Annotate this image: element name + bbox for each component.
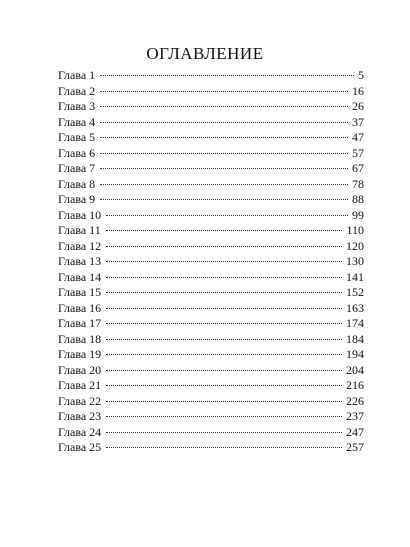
toc-entry-label: Глава 17 <box>58 316 102 330</box>
toc-entry[interactable] <box>58 177 364 193</box>
toc-dot-leader <box>100 122 348 123</box>
toc-entry-page: 216 <box>346 378 364 392</box>
toc-dot-leader <box>106 230 343 231</box>
toc-entry-page: 67 <box>352 161 364 175</box>
toc-dot-leader <box>106 447 342 448</box>
toc-entry-label: Глава 21 <box>58 378 102 392</box>
toc-entry-label: Глава 10 <box>58 207 102 222</box>
toc-entry-label: Глава 20 <box>58 362 102 377</box>
toc-entry-label: Глава 25 <box>58 440 102 454</box>
toc-entry[interactable] <box>58 254 364 270</box>
toc-list <box>58 68 364 456</box>
toc-entry-label: Глава 18 <box>58 331 102 346</box>
toc-entry[interactable] <box>58 239 364 255</box>
toc-entry-page: 5 <box>358 68 364 82</box>
toc-dot-leader <box>106 370 342 371</box>
toc-dot-leader <box>106 277 342 278</box>
toc-entry-page: 26 <box>352 99 364 113</box>
toc-dot-leader <box>106 401 342 402</box>
toc-dot-leader <box>106 308 342 309</box>
toc-entry[interactable] <box>58 223 364 239</box>
toc-entry-label: Глава 11 <box>58 223 101 237</box>
toc-entry-page: 194 <box>346 347 364 361</box>
toc-dot-leader <box>100 199 348 200</box>
toc-entry[interactable] <box>58 270 364 286</box>
toc-entry-label: Глава 8 <box>58 176 96 191</box>
toc-dot-leader <box>100 75 354 76</box>
toc-entry[interactable] <box>58 347 364 363</box>
toc-entry-page: 174 <box>346 316 364 330</box>
toc-entry-page: 237 <box>346 409 364 423</box>
toc-entry-label: Глава 9 <box>58 192 96 206</box>
toc-entry-page: 184 <box>346 331 364 346</box>
toc-entry-label: Глава 24 <box>58 424 102 439</box>
toc-dot-leader <box>106 385 342 386</box>
toc-dot-leader <box>100 184 348 185</box>
toc-entry-label: Глава 3 <box>58 99 96 113</box>
toc-entry[interactable] <box>58 425 364 441</box>
toc-dot-leader <box>100 137 348 138</box>
toc-entry-page: 78 <box>352 176 364 191</box>
toc-entry-label: Глава 1 <box>58 68 96 82</box>
toc-dot-leader <box>106 432 342 433</box>
toc-entry[interactable] <box>58 84 364 100</box>
toc-entry-label: Глава 6 <box>58 145 96 160</box>
toc-entry-label: Глава 4 <box>58 114 96 129</box>
toc-entry-label: Глава 19 <box>58 347 102 361</box>
toc-entry-label: Глава 23 <box>58 409 102 423</box>
toc-entry[interactable] <box>58 440 364 456</box>
toc-dot-leader <box>106 261 342 262</box>
toc-entry-page: 152 <box>346 285 364 299</box>
toc-entry-label: Глава 12 <box>58 238 102 253</box>
toc-entry-label: Глава 16 <box>58 300 102 315</box>
toc-entry-label: Глава 2 <box>58 83 96 98</box>
toc-dot-leader <box>106 339 342 340</box>
toc-entry[interactable] <box>58 146 364 162</box>
toc-entry-page: 226 <box>346 393 364 408</box>
toc-entry-label: Глава 13 <box>58 254 102 268</box>
toc-entry-page: 88 <box>352 192 364 206</box>
toc-entry[interactable] <box>58 378 364 394</box>
toc-dot-leader <box>106 292 342 293</box>
toc-entry[interactable] <box>58 332 364 348</box>
toc-entry-page: 37 <box>352 114 364 129</box>
toc-entry[interactable] <box>58 192 364 208</box>
toc-entry[interactable] <box>58 99 364 115</box>
toc-entry-label: Глава 22 <box>58 393 102 408</box>
toc-title: ОГЛАВЛЕНИЕ <box>146 44 264 63</box>
toc-entry[interactable] <box>58 301 364 317</box>
toc-entry-page: 163 <box>346 300 364 315</box>
toc-entry-page: 47 <box>352 130 364 144</box>
toc-dot-leader <box>106 215 348 216</box>
toc-entry[interactable] <box>58 409 364 425</box>
toc-entry[interactable] <box>58 115 364 131</box>
toc-entry-label: Глава 15 <box>58 285 102 299</box>
toc-entry[interactable] <box>58 285 364 301</box>
toc-entry-page: 247 <box>346 424 364 439</box>
toc-entry-page: 130 <box>346 254 364 268</box>
toc-entry[interactable] <box>58 161 364 177</box>
toc-dot-leader <box>106 323 342 324</box>
toc-entry-label: Глава 14 <box>58 269 102 284</box>
toc-entry-page: 141 <box>346 269 364 284</box>
toc-entry[interactable] <box>58 363 364 379</box>
toc-entry-page: 99 <box>352 207 364 222</box>
toc-entry-page: 257 <box>346 440 364 454</box>
toc-dot-leader <box>106 246 342 247</box>
toc-entry-page: 204 <box>346 362 364 377</box>
toc-entry[interactable] <box>58 130 364 146</box>
toc-entry-page: 110 <box>346 223 364 237</box>
toc-entry-label: Глава 7 <box>58 161 96 175</box>
toc-entry[interactable] <box>58 208 364 224</box>
toc-entry-page: 57 <box>352 145 364 160</box>
toc-dot-leader <box>100 106 348 107</box>
toc-entry-page: 16 <box>352 83 364 98</box>
toc-dot-leader <box>100 153 348 154</box>
toc-entry[interactable] <box>58 316 364 332</box>
toc-entry[interactable] <box>58 68 364 84</box>
toc-dot-leader <box>106 354 342 355</box>
toc-dot-leader <box>100 91 348 92</box>
toc-dot-leader <box>106 416 342 417</box>
toc-entry[interactable] <box>58 394 364 410</box>
toc-dot-leader <box>100 168 348 169</box>
toc-entry-label: Глава 5 <box>58 130 96 144</box>
toc-entry-page: 120 <box>346 238 364 253</box>
